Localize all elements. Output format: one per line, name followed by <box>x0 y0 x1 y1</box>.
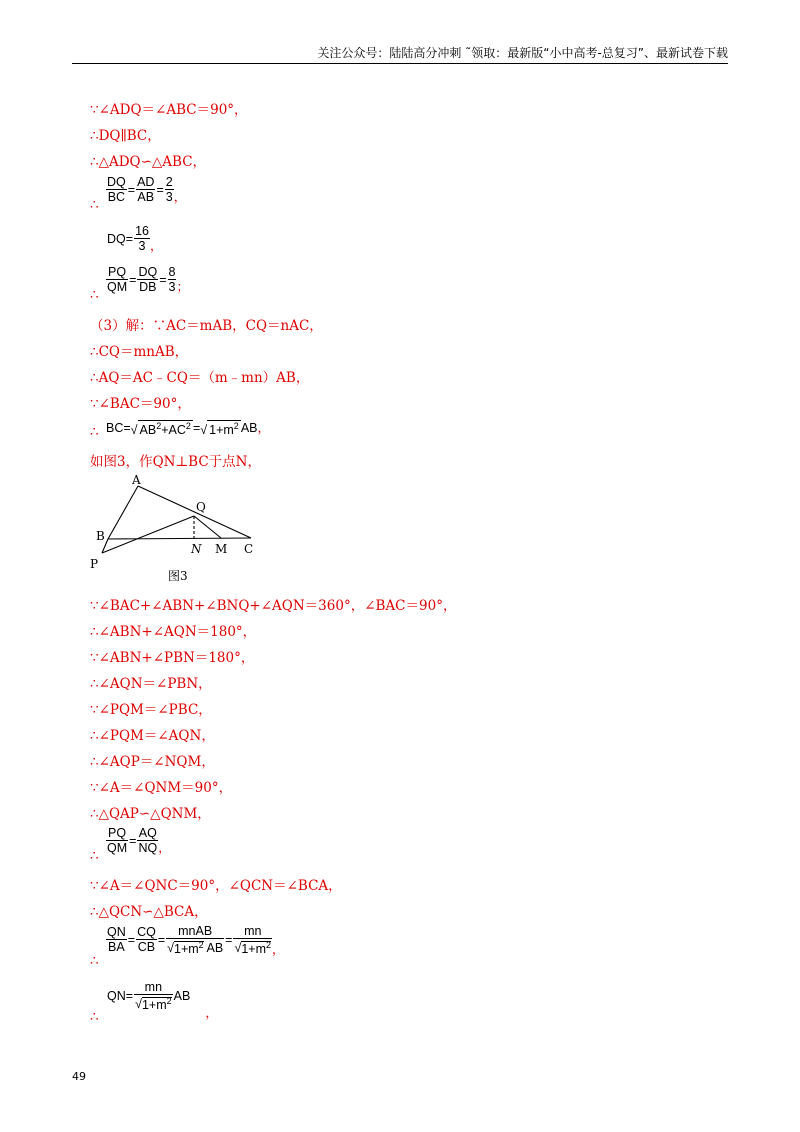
formula-3: $\frac{PQ}{QM}$ = $\frac{DQ}{DB}$ = $\frac{8}{3}$ ； <box>107 265 189 295</box>
therefore-5: ∴ <box>90 848 99 864</box>
segment-pq <box>102 516 194 553</box>
label-b: B <box>96 529 105 543</box>
figure-3 <box>88 472 288 592</box>
segment-ac <box>138 486 251 538</box>
line-19: ∴∠AQP＝∠NQM， <box>90 754 215 770</box>
line-20: ∵∠A＝∠QNM＝90°， <box>90 780 233 796</box>
line-21: ∴△QAP∽△QNM， <box>90 806 211 822</box>
label-n: N <box>191 542 202 556</box>
frac-2-3: $\frac{2}{3}$ <box>165 175 173 205</box>
line-13: ∵∠BAC+∠ABN+∠BNQ+∠AQN＝360°，∠BAC＝90°， <box>90 598 457 614</box>
frac-dq-bc: $\frac{DQ}{BC}$ <box>107 175 126 205</box>
formula-2: DQ= $\frac{16}{3}$ ， <box>107 224 163 254</box>
frac-ad-ab: $\frac{AD}{AB}$ <box>137 175 155 205</box>
frac-qn: $\frac{mn}{√1+m^2}$ <box>135 980 172 1012</box>
label-p: P <box>90 557 99 571</box>
label-q: Q <box>196 500 206 514</box>
formula-4: BC=√ $AB^2+AC^2$ =√ $1+m^2$ AB， <box>106 421 271 438</box>
line-8: ∴CQ＝mnAB， <box>90 344 189 360</box>
therefore-3: ∴ <box>90 287 99 303</box>
line-7: （3）解：∵AC＝mAB，CQ＝nAC， <box>90 318 323 334</box>
frac-cq-cb: $\frac{CQ}{CB}$ <box>137 925 156 955</box>
line-17: ∵∠PQM＝∠PBC， <box>90 702 212 718</box>
label-m: M <box>215 542 228 556</box>
frac-mnab: $\frac{\text{mnAB}}{√1+m^2 AB}$ <box>167 924 224 956</box>
frac-8-3: $\frac{8}{3}$ <box>168 265 176 295</box>
formula-7: QN= $\frac{mn}{√1+m^2}$ AB， <box>107 980 218 1021</box>
sqrt-ab-ac: √ $AB^2+AC^2$ <box>130 421 191 438</box>
therefore-4: ∴ <box>90 424 99 440</box>
therefore-1: ∴ <box>90 197 99 213</box>
geometry-diagram <box>88 472 288 588</box>
therefore-7: ∴ <box>90 1009 99 1025</box>
sqrt-1-m2: √ $1+m^2$ <box>200 421 239 438</box>
line-1: ∵∠ADQ＝∠ABC＝90°， <box>90 102 248 118</box>
formula-5: $\frac{PQ}{QM}$ = $\frac{AQ}{NQ}$ ， <box>107 826 171 856</box>
frac-mn: $\frac{mn}{√1+m^2}$ <box>234 924 272 956</box>
line-24: ∴△QCN∽△BCA， <box>90 904 208 920</box>
label-a: A <box>132 473 141 487</box>
label-c: C <box>244 542 254 556</box>
page-header: 关注公众号：陆陆高分冲刺 ˜领取：最新版“小中高考-总复习”、最新试卷下载 <box>317 46 728 60</box>
line-2: ∴DQ∥BC， <box>90 128 161 144</box>
line-15: ∵∠ABN+∠PBN＝180°， <box>90 650 255 666</box>
frac-dq-db: $\frac{DQ}{DB}$ <box>138 265 158 295</box>
segment-ab <box>108 486 138 539</box>
frac-16-3: $\frac{16}{3}$ <box>135 224 149 254</box>
frac-aq-nq: $\frac{AQ}{NQ}$ <box>138 826 158 856</box>
line-12: 如图3，作QN⊥BC于点N， <box>90 454 261 470</box>
line-9: ∴AQ＝AC﹣CQ＝（m﹣mn）AB， <box>90 370 310 386</box>
header-rule <box>72 63 728 64</box>
formula-6: $\frac{QN}{BA}$ = $\frac{CQ}{CB}$ = $\frac{\text{mnAB}}{√1+m^2 AB}$ = $\frac{mn}{√1+m^2}$ ， <box>107 924 285 957</box>
figure-caption: 图3 <box>168 569 188 583</box>
frac-pq-qm-2: $\frac{PQ}{QM}$ <box>107 826 128 856</box>
line-16: ∴∠AQN＝∠PBN， <box>90 676 212 692</box>
formula-1: $\frac{DQ}{BC}$ = $\frac{AD}{AB}$ = $\frac{2}{3}$ ， <box>107 175 187 205</box>
segment-bc <box>108 538 251 539</box>
line-23: ∵∠A＝∠QNC＝90°，∠QCN＝∠BCA， <box>90 878 342 894</box>
frac-qn-ba: $\frac{QN}{BA}$ <box>107 925 126 955</box>
segment-qm <box>194 516 221 538</box>
page-number: 49 <box>72 1070 86 1083</box>
frac-pq-qm: $\frac{PQ}{QM}$ <box>107 265 128 295</box>
line-14: ∴∠ABN+∠AQN＝180°， <box>90 624 257 640</box>
line-18: ∴∠PQM＝∠AQN， <box>90 728 215 744</box>
therefore-6: ∴ <box>90 953 99 969</box>
line-3: ∴△ADQ∽△ABC， <box>90 154 207 170</box>
line-10: ∵∠BAC＝90°， <box>90 396 191 412</box>
